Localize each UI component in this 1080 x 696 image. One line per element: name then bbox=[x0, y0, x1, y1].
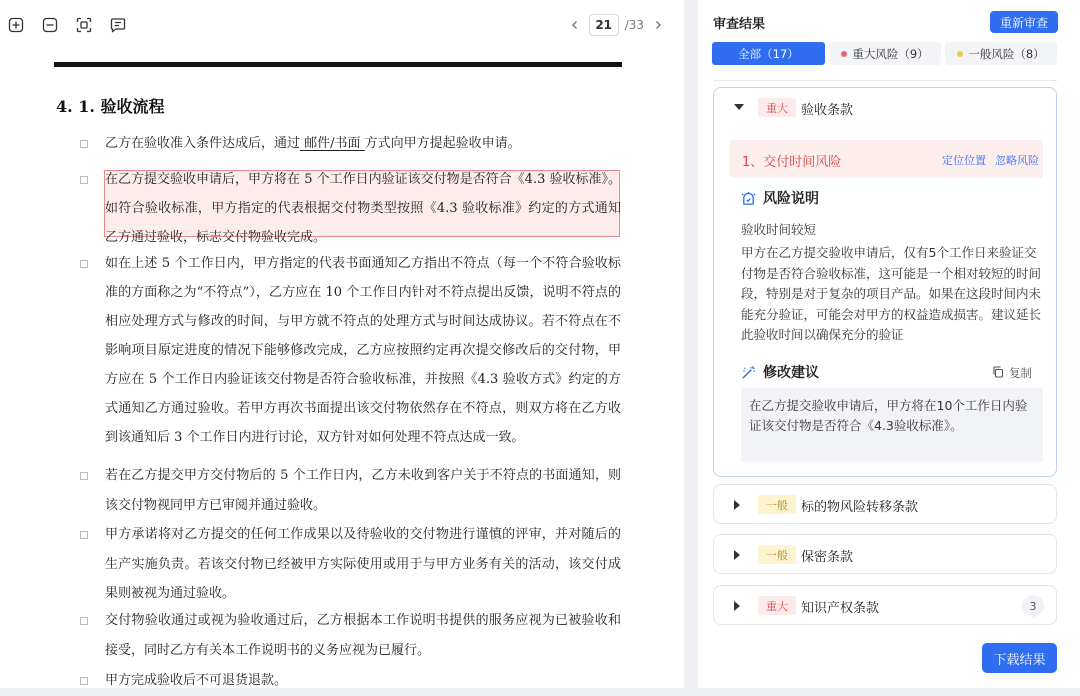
tab-normal-label: 一般风险（8） bbox=[968, 46, 1045, 61]
fit-screen-icon[interactable] bbox=[75, 16, 93, 34]
ignore-risk-link[interactable]: 忽略风险 bbox=[995, 154, 1039, 167]
section-card-confidentiality[interactable] bbox=[713, 534, 1057, 574]
page-rule bbox=[54, 62, 622, 67]
caret-down-icon bbox=[734, 104, 744, 110]
section-header[interactable] bbox=[714, 88, 1056, 128]
clause-checkbox[interactable] bbox=[80, 472, 88, 480]
risk-filter-tabs bbox=[712, 42, 1057, 65]
magic-wand-icon bbox=[741, 365, 756, 380]
zoom-in-icon[interactable] bbox=[7, 16, 25, 34]
viewer-toolbar bbox=[0, 0, 684, 52]
risk-item-header bbox=[730, 140, 1043, 178]
section-card-acceptance bbox=[713, 87, 1057, 477]
section-card-ip[interactable] bbox=[713, 585, 1057, 625]
locate-position-link[interactable]: 定位位置 bbox=[942, 154, 986, 167]
section-label: 标的物风险转移条款 bbox=[801, 500, 919, 515]
clause-checkbox[interactable] bbox=[80, 531, 88, 539]
normal-dot-icon bbox=[957, 51, 963, 57]
tab-all-label: 全部（17） bbox=[738, 46, 799, 61]
suggestion-heading bbox=[741, 362, 819, 382]
chevron-left-icon[interactable] bbox=[567, 17, 583, 33]
risk-item-title: 1、交付时间风险 bbox=[742, 155, 842, 170]
suggestion-title: 修改建议 bbox=[763, 365, 819, 381]
clause-paragraph-7 bbox=[80, 666, 640, 688]
explanation-title: 风险说明 bbox=[763, 191, 819, 207]
tab-major-label: 重大风险（9） bbox=[852, 46, 929, 61]
caret-right-icon bbox=[734, 550, 740, 560]
section-label: 验收条款 bbox=[801, 103, 854, 118]
clause-text: 甲方承诺将对乙方提交的任何工作成果以及待验收的交付物进行谨慎的评审，并对随后的生产实施负责。若该交付物已经被甲方实际使用或用于与甲方业务有关的活动，该交付成果则被视为通过验收。 bbox=[105, 527, 621, 601]
section-heading: 4. 1. 验收流程 bbox=[56, 97, 165, 116]
caret-right-icon bbox=[734, 601, 740, 611]
clause-checkbox[interactable] bbox=[80, 176, 88, 184]
comment-icon[interactable] bbox=[109, 16, 127, 34]
clause-checkbox[interactable] bbox=[80, 617, 88, 625]
page-number-input[interactable]: 21 bbox=[589, 14, 619, 36]
section-label: 保密条款 bbox=[801, 550, 854, 565]
clause-text: 在乙方提交验收申请后，甲方将在 5 个工作日内验证该交付物是否符合《4.3 验收标准》。如符合验收标准，甲方指定的代表根据交付物类型按照《4.3 验收标准》约定的方式通知乙方通过验收，标志交付物验收完成。 bbox=[105, 172, 621, 245]
caret-right-icon bbox=[734, 500, 740, 510]
clause-text: 若在乙方提交甲方交付物后的 5 个工作日内，乙方未收到客户关于不符点的书面通知，则该交付物视同甲方已审阅并通过验收。 bbox=[105, 468, 621, 513]
risk-level-tag: 一般 bbox=[758, 495, 796, 514]
clause-paragraph-2 bbox=[80, 165, 640, 252]
divider bbox=[713, 80, 1057, 81]
clause-checkbox[interactable] bbox=[80, 140, 88, 148]
clause-checkbox[interactable] bbox=[80, 260, 88, 268]
clause-checkbox[interactable] bbox=[80, 677, 88, 685]
risk-count-badge: 3 bbox=[1022, 595, 1044, 617]
clause-paragraph-6 bbox=[80, 606, 640, 665]
clause-paragraph-5 bbox=[80, 520, 640, 609]
risk-description: 甲方在乙方提交验收申请后，仅有5个工作日来验证交付物是否符合验收标准，这可能是一个相对较短的时间段，特别是对于复杂的项目产品。如果在这段时间内未能充分验证，可能会对甲方的权益造成损害。建议延长此验收时间以确保充分的验证 bbox=[741, 245, 1042, 342]
zoom-out-icon[interactable] bbox=[41, 16, 59, 34]
section-label: 知识产权条款 bbox=[801, 601, 880, 616]
chevron-right-icon[interactable] bbox=[650, 17, 666, 33]
page-total: /33 bbox=[624, 18, 644, 32]
risk-explanation-heading bbox=[741, 188, 819, 208]
risk-summary: 验收时间较短 bbox=[741, 222, 817, 237]
review-title: 审查结果 bbox=[713, 17, 766, 32]
tab-major-risk[interactable] bbox=[829, 42, 941, 65]
tab-normal-risk[interactable] bbox=[945, 42, 1057, 65]
clause-paragraph-3 bbox=[80, 249, 640, 452]
clause-text: 交付物验收通过或视为验收通过后，乙方根据本工作说明书提供的服务应视为已被验收和接受，同时乙方有关本工作说明书的义务应视为已履行。 bbox=[105, 613, 621, 658]
section-card-risk-transfer[interactable] bbox=[713, 484, 1057, 524]
clause-text: 甲方完成验收后不可退货退款。 bbox=[105, 673, 288, 688]
copy-icon bbox=[992, 366, 1004, 381]
major-dot-icon bbox=[841, 51, 847, 57]
risk-level-tag: 一般 bbox=[758, 545, 796, 564]
download-results-button[interactable]: 下载结果 bbox=[982, 643, 1057, 673]
clause-paragraph-1 bbox=[80, 129, 640, 159]
rerun-review-button[interactable]: 重新审查 bbox=[990, 11, 1058, 33]
copy-label: 复制 bbox=[1009, 366, 1032, 380]
clause-text: 如在上述 5 个工作日内，甲方指定的代表书面通知乙方指出不符点（每一个不符合验收标准的方面称之为“不符点”），乙方应在 10 个工作日内针对不符点提出反馈，说明不符点的相应处理方式与修改的时间，与甲方就不符点的处理方式与时间达成协议。若不符点在不影响项目原定进度的情况下能够修改完成，乙方应按照约定再次提交修改后的交付物，甲方应在 5 个工作日内验证该交付物是否符合验收标准，并按照《4.3 验收方式》约定的方式通知乙方通过验收。若甲方再次书面提出该交付物依然存在不符点，则双方将在乙方收到该通知后 3 个工作日内进行讨论，双方针对如何处理不符点达成一致。 bbox=[105, 256, 621, 445]
clause-text: 方式向甲方提起验收申请。 bbox=[364, 136, 521, 151]
risk-level-tag: 重大 bbox=[758, 98, 796, 117]
review-panel bbox=[698, 0, 1080, 688]
page-navigator bbox=[567, 14, 666, 36]
clause-text: 乙方在验收准入条件达成后，通过 bbox=[105, 136, 301, 151]
copy-button[interactable] bbox=[992, 365, 1032, 381]
clause-paragraph-4 bbox=[80, 461, 640, 520]
bulb-icon bbox=[741, 191, 756, 206]
risk-level-tag: 重大 bbox=[758, 596, 796, 615]
clause-filled-blank: 邮件/书面 bbox=[300, 136, 365, 151]
tab-all[interactable] bbox=[712, 42, 825, 65]
suggestion-text: 在乙方提交验收申请后，甲方将在10个工作日内验证该交付物是否符合《4.3验收标准》。 bbox=[741, 388, 1043, 462]
